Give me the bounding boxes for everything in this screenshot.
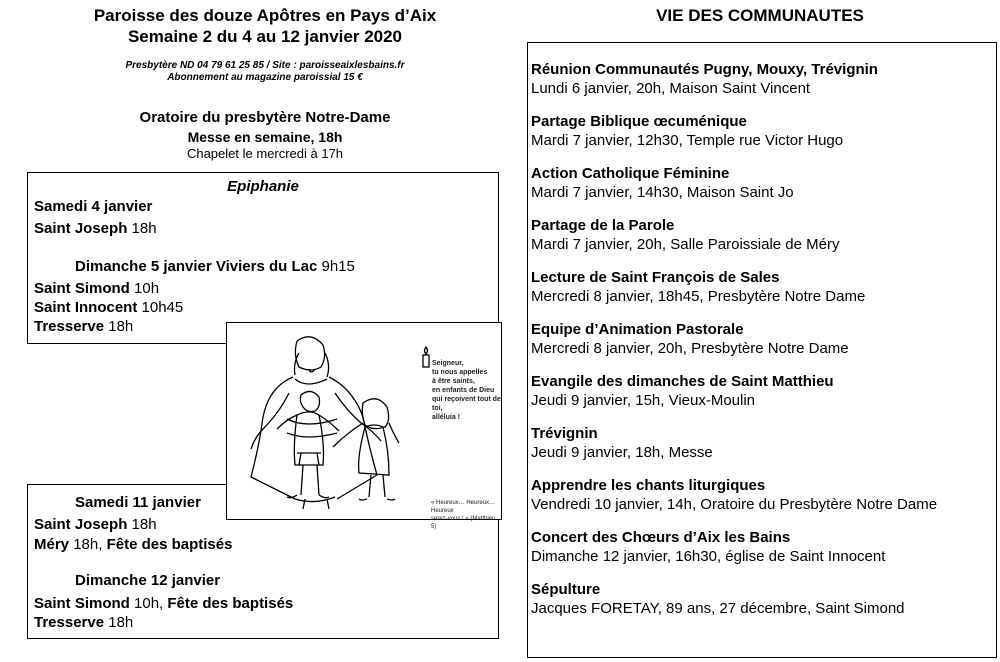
parish-title: Paroisse des douze Apôtres en Pays d’Aix <box>93 6 437 25</box>
activity-item: Sépulture Jacques FORETAY, 89 ans, 27 décembre, Saint Simond <box>531 581 905 617</box>
oratoire-chapelet: Chapelet le mercredi à 17h <box>186 146 344 161</box>
mass-saint-innocent: Saint Innocent 10h45 <box>34 299 184 316</box>
mass-saint-simond-12: Saint Simond 10h, Fête des baptisés <box>34 595 294 612</box>
mass-tresserve-12: Tresserve 18h <box>34 614 134 631</box>
mass-mery: Méry 18h, Fête des baptisés <box>34 536 233 553</box>
activity-item: Partage Biblique œcuménique Mardi 7 janvier, 12h30, Temple rue Victor Hugo <box>531 113 844 149</box>
mass-saint-simond: Saint Simond 10h <box>34 280 160 297</box>
mass-saint-joseph-11: Saint Joseph 18h <box>34 516 157 533</box>
saturday-date: Samedi 4 janvier <box>34 198 153 215</box>
activity-item: Partage de la Parole Mardi 7 janvier, 20h, Salle Paroissiale de Méry <box>531 217 840 253</box>
epiphany-heading: Epiphanie <box>227 178 299 195</box>
illustration <box>226 322 502 530</box>
activity-item: Trévignin Jeudi 9 janvier, 18h, Messe <box>531 425 713 461</box>
saturday-11-date: Samedi 11 janvier <box>75 494 201 511</box>
activity-item: Equipe d’Animation Pastorale Mercredi 8 janvier, 20h, Presbytère Notre Dame <box>531 321 849 357</box>
subscription-line: Abonnement au magazine paroissial 15 € <box>167 72 363 83</box>
activity-item: Lecture de Saint François de Sales Mercredi 8 janvier, 18h45, Presbytère Notre Dame <box>531 269 866 305</box>
activity-item: Evangile des dimanches de Saint Matthieu Jeudi 9 janvier, 15h, Vieux-Moulin <box>531 373 834 409</box>
oratoire-mass: Messe en semaine, 18h <box>187 129 343 145</box>
prayer-text: Seigneur, tu nous appelles à être saints, en enfants de Dieu qui reçoivent tout de toi, alléluia ! <box>432 360 501 421</box>
activity-item: Réunion Communautés Pugny, Mouxy, Trévignin Lundi 6 janvier, 20h, Maison Saint Vincent <box>531 61 878 97</box>
sunday-date: Dimanche 5 janvier Viviers du Lac 9h15 <box>75 258 355 275</box>
mass-saint-joseph: Saint Joseph 18h <box>34 220 157 237</box>
activity-item: Action Catholique Féminine Mardi 7 janvier, 14h30, Maison Saint Jo <box>531 165 794 201</box>
mass-tresserve: Tresserve 18h <box>34 318 134 335</box>
oratoire-title: Oratoire du presbytère Notre-Dame <box>139 109 391 126</box>
contact-line: Presbytère ND 04 79 61 25 85 / Site : paroisseaixlesbains.fr <box>125 60 405 71</box>
quote-text: « Heureux… Heureux… Heureux serez-vous ! » (Matthieu 5) <box>431 500 496 530</box>
epiphany-schedule-box <box>27 172 499 344</box>
community-life-title: VIE DES COMMUNAUTES <box>656 6 864 25</box>
activity-item: Apprendre les chants liturgiques Vendredi 10 janvier, 14h, Oratoire du Presbytère Notre Dame <box>531 477 938 513</box>
week-title: Semaine 2 du 4 au 12 janvier 2020 <box>127 27 403 46</box>
activity-item: Concert des Chœurs d’Aix les Bains Dimanche 12 janvier, 16h30, église de Saint Innocent <box>531 529 886 565</box>
sunday-12-date: Dimanche 12 janvier <box>75 572 221 589</box>
community-activities-box <box>527 42 997 658</box>
